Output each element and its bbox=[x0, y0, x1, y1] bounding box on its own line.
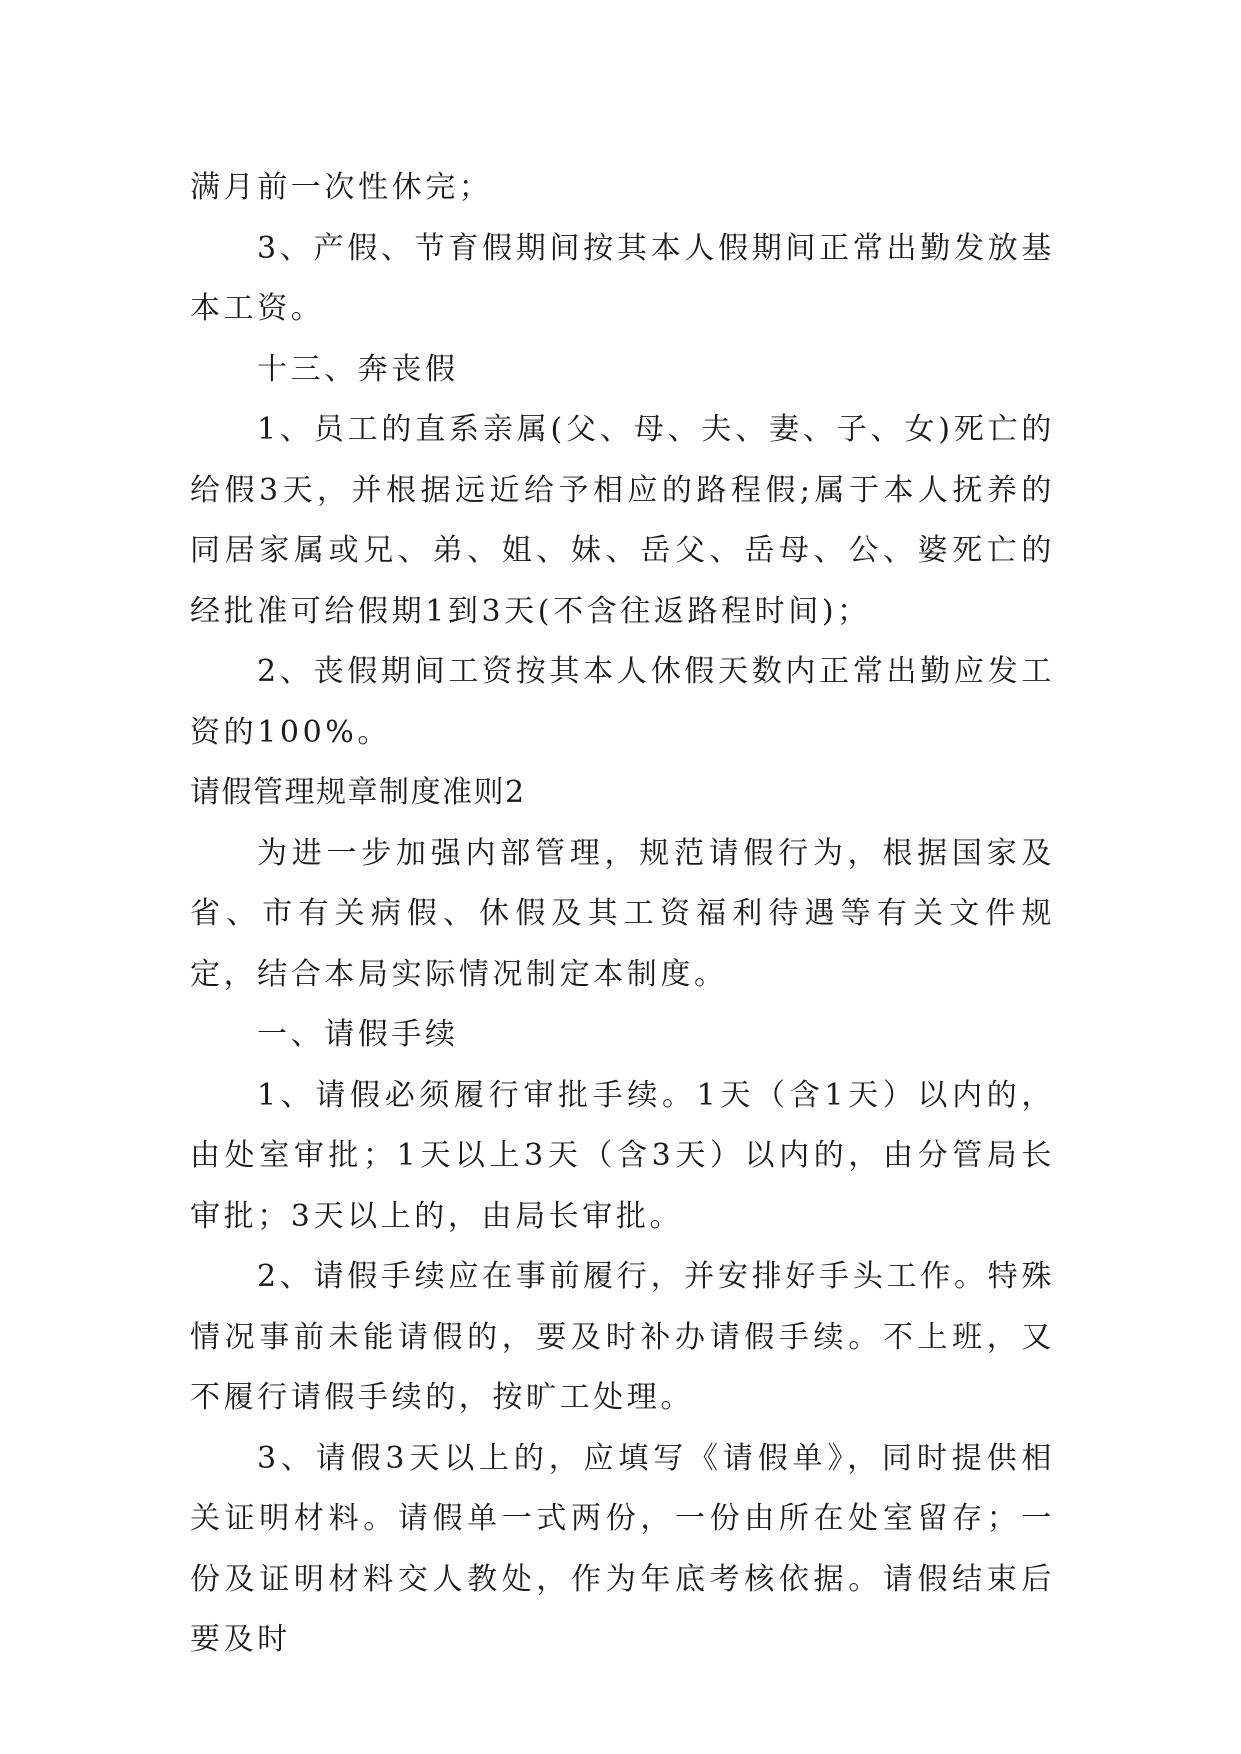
paragraph-maternity-pay: 3、产假、节育假期间按其本人假期间正常出勤发放基本工资。 bbox=[190, 230, 1055, 326]
paragraph-approval: 1、请假必须履行审批手续。1天（含1天）以内的，由处室审批；1天以上3天（含3天）以内的，由分管局长审批；3天以上的，由局长审批。 bbox=[190, 1077, 1055, 1234]
paragraph-maternity-end: 满月前一次性休完； bbox=[190, 170, 493, 205]
paragraph-leave-form: 3、请假3天以上的，应填写《请假单》，同时提供相关证明材料。请假单一式两份，一份由所在处室留存；一份及证明材料交人教处，作为年底考核依据。请假结束后要及时 bbox=[190, 1440, 1055, 1657]
document-title-rules-2: 请假管理规章制度准则2 bbox=[190, 775, 526, 810]
paragraph-bereavement-days: 1、员工的直系亲属(父、母、夫、妻、子、女)死亡的给假3天，并根据远近给予相应的路程假;属于本人抚养的同居家属或兄、弟、姐、妹、岳父、岳母、公、婆死亡的经批准可给假期1到3天(不含往返路程时间)； bbox=[190, 412, 1055, 629]
paragraph-advance-request: 2、请假手续应在事前履行，并安排好手头工作。特殊情况事前未能请假的，要及时补办请假手续。不上班，又不履行请假手续的，按旷工处理。 bbox=[190, 1259, 1055, 1415]
paragraph-bereavement-pay: 2、丧假期间工资按其本人休假天数内正常出勤应发工资的100%。 bbox=[190, 654, 1055, 750]
document-body bbox=[190, 158, 1055, 1671]
section-heading-leave-procedure: 一、请假手续 bbox=[257, 1017, 459, 1052]
paragraph-intro: 为进一步加强内部管理，规范请假行为，根据国家及省、市有关病假、休假及其工资福利待遇等有关文件规定，结合本局实际情况制定本制度。 bbox=[190, 835, 1055, 992]
section-heading-bereavement-leave: 十三、奔丧假 bbox=[257, 351, 459, 387]
